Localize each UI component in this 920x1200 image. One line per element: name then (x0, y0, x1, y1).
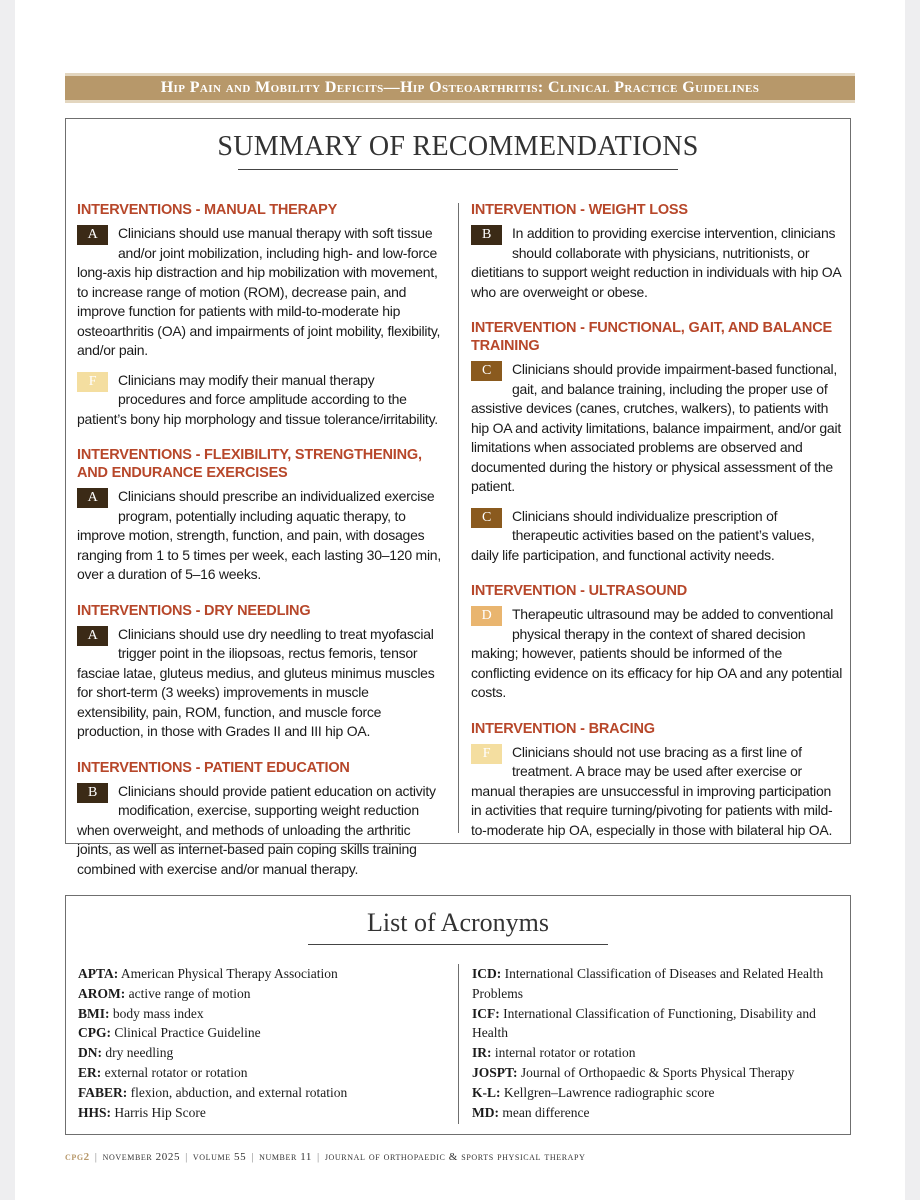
acronym-abbr: DN: (78, 1045, 102, 1061)
acronym-definition: Clinical Practice Guideline (114, 1025, 261, 1041)
recommendation-section (471, 582, 843, 703)
recommendation-text: In addition to providing exercise intervention, clinicians should collaborate with physicians, nutritionists, or dietitians to support weight reduction in individuals with hip OA who are overweight or obese. (471, 225, 841, 300)
acronym-item (78, 1023, 438, 1043)
acronym-item (78, 1043, 438, 1063)
recommendation (471, 507, 843, 566)
acronym-item (472, 1043, 844, 1063)
acronym-abbr: APTA: (78, 966, 119, 981)
summary-box (65, 118, 851, 877)
acronym-definition: flexion, abduction, and external rotation (130, 1084, 348, 1100)
acronym-definition: International Classification of Functioning, Disability and Health (472, 1005, 816, 1041)
grade-badge: A (77, 488, 108, 508)
grade-badge: A (77, 626, 108, 646)
acronym-item (78, 964, 438, 984)
volume: volume 55 (192, 1151, 247, 1163)
column-divider (458, 203, 459, 833)
acronym-abbr: ER: (78, 1064, 102, 1080)
acronym-abbr: JOSPT: (472, 1064, 518, 1080)
page-footer: cpg2 | november 2025 | volume 55 | number 11 | journal of orthopaedic & sports physical therapy (65, 1151, 586, 1163)
acronym-abbr: BMI: (78, 1005, 110, 1021)
acronym-item (78, 1103, 438, 1123)
acronym-definition: Harris Hip Score (114, 1104, 206, 1120)
summary-left-column (77, 201, 443, 896)
recommendation (77, 371, 443, 430)
acronym-abbr: IR: (472, 1045, 492, 1061)
grade-badge: B (471, 225, 502, 245)
acronym-item (472, 1083, 844, 1103)
running-header-title: Hip Pain and Mobility Deficits—Hip Osteoarthritis: Clinical Practice Guidelines (160, 79, 760, 96)
section-title: INTERVENTIONS - DRY NEEDLING (77, 602, 311, 619)
summary-right-column (471, 201, 843, 857)
recommendation-text: Clinicians should provide impairment-based functional, gait, and balance training, including the proper use of assistive devices (canes, crutches, walkers), to patients with hip OA and activity limitations, balance impairment, and/or gait limitations when associated problems are observed and documented during the history or physical assessment of the patient. (471, 361, 841, 494)
recommendation-text: Clinicians may modify their manual therapy procedures and force amplitude according to the patient’s bony hip morphology and tissue tolerance/irritability. (77, 371, 438, 427)
issue-date: november 2025 (102, 1151, 181, 1163)
grade-badge: F (471, 744, 502, 764)
column-divider (458, 964, 459, 1124)
recommendation-section (77, 201, 443, 429)
section-title: INTERVENTIONS - PATIENT EDUCATION (77, 759, 350, 776)
acronym-definition: body mass index (112, 1005, 204, 1021)
acronym-item (78, 1083, 438, 1103)
recommendation-section (77, 759, 443, 880)
acronym-item (472, 1063, 844, 1083)
recommendation (77, 782, 443, 880)
page (15, 0, 905, 1200)
recommendation-text: Clinicians should provide patient education on activity modification, exercise, supporting weight reduction when overweight, and methods of unloading the arthritic joints, as well as internet-based pain coping skills training combined with exercise and/or manual therapy. (77, 782, 436, 877)
acronym-abbr: ICF: (472, 1005, 500, 1021)
grade-badge: C (471, 508, 502, 528)
section-title: INTERVENTION - BRACING (471, 720, 655, 737)
recommendation-text: Clinicians should use manual therapy with soft tissue and/or joint mobilization, including high- and low-force long-axis hip distraction and hip mobilization with movement, to increase range of motion (ROM), decrease pain, and improve function for patients with mild-to-moderate hip osteoarthritis (OA) and impairments of joint mobility, flexibility, and/or pain. (77, 225, 441, 358)
journal-name: journal of orthopaedic & sports physical therapy (324, 1151, 586, 1163)
section-title: INTERVENTION - WEIGHT LOSS (471, 202, 688, 218)
acronyms-left-column (78, 964, 438, 1122)
recommendation (471, 743, 843, 841)
page-number: cpg2 (65, 1151, 90, 1163)
acronym-definition: Kellgren–Lawrence radiographic score (503, 1084, 715, 1100)
recommendation-text: Clinicians should prescribe an individualized exercise program, potentially including aquatic therapy, to improve motion, strength, function, and pain, with dosages ranging from 1 to 5 times per week, each lasting 30–120 min, over a duration of 5–16 weeks. (77, 488, 441, 582)
section-title: INTERVENTION - ULTRASOUND (471, 583, 687, 599)
section-title: INTERVENTIONS - MANUAL THERAPY (77, 202, 338, 218)
acronym-abbr: CPG: (78, 1025, 111, 1041)
acronym-abbr: MD: (472, 1104, 499, 1120)
acronym-definition: external rotator or rotation (104, 1064, 248, 1080)
section-title: INTERVENTIONS - FLEXIBILITY, STRENGTHENING, AND ENDURANCE EXERCISES (77, 447, 422, 481)
acronym-item (472, 1004, 844, 1044)
acronym-definition: American Physical Therapy Association (120, 966, 338, 981)
acronym-abbr: ICD: (472, 966, 502, 981)
acronym-definition: mean difference (502, 1104, 590, 1120)
acronym-abbr: K-L: (472, 1084, 501, 1100)
grade-badge: D (471, 606, 502, 626)
acronym-abbr: HHS: (78, 1104, 112, 1120)
acronym-definition: internal rotator or rotation (494, 1045, 636, 1061)
recommendation (77, 224, 443, 361)
recommendation (471, 224, 843, 302)
recommendation (77, 625, 443, 742)
title-rule (238, 169, 678, 170)
recommendation-section (77, 602, 443, 742)
summary-title: SUMMARY OF RECOMMENDATIONS (217, 131, 699, 162)
acronym-definition: active range of motion (128, 985, 251, 1001)
recommendation-section (77, 446, 443, 585)
section-title: INTERVENTION - FUNCTIONAL, GAIT, AND BALANCE TRAINING (471, 320, 832, 354)
grade-badge: B (77, 783, 108, 803)
grade-badge: A (77, 225, 108, 245)
recommendation-text: Clinicians should not use bracing as a first line of treatment. A brace may be used after exercise or manual therapies are unsuccessful in improving participation in activities that require turning/pivoting for patients with mild-to-moderate hip OA, especially in those with bilateral hip OA. (471, 743, 833, 838)
recommendation-section (471, 201, 843, 302)
acronym-item (78, 984, 438, 1004)
issue-number: number 11 (259, 1151, 313, 1163)
acronym-item (78, 1063, 438, 1083)
recommendation (471, 605, 843, 703)
acronym-item (78, 1004, 438, 1024)
running-header (65, 73, 855, 103)
title-rule (308, 944, 608, 945)
acronym-abbr: AROM: (78, 985, 126, 1001)
acronym-item (472, 964, 844, 1004)
recommendation-text: Therapeutic ultrasound may be added to conventional physical therapy in the context of shared decision making; however, patients should be informed of the conflicting evidence on its efficacy for hip OA and any potential costs. (471, 606, 843, 700)
recommendation (471, 360, 843, 497)
recommendation (77, 487, 443, 585)
recommendation-text: Clinicians should use dry needling to treat myofascial trigger point in the iliopsoas, rectus femoris, tensor fasciae latae, gluteus medius, and gluteus minimus muscles for short-term (3 weeks) improvements in muscle extensibility, pain, ROM, function, and muscle force production, in those with Grades II and III hip OA. (77, 625, 435, 739)
acronyms-box (65, 895, 851, 1135)
acronyms-title: List of Acronyms (367, 908, 549, 937)
grade-badge: C (471, 361, 502, 381)
acronyms-right-column (472, 964, 844, 1122)
recommendation-text: Clinicians should individualize prescription of therapeutic activities based on the patient’s values, daily life participation, and functional activity needs. (471, 507, 815, 563)
recommendation-section (471, 720, 843, 841)
recommendation-section (471, 319, 843, 565)
acronym-abbr: FABER: (78, 1084, 128, 1100)
acronym-item (472, 1103, 844, 1123)
grade-badge: F (77, 372, 108, 392)
acronym-definition: dry needling (105, 1045, 174, 1061)
acronym-definition: International Classification of Diseases and Related Health Problems (472, 966, 824, 1001)
acronym-definition: Journal of Orthopaedic & Sports Physical Therapy (520, 1064, 795, 1080)
